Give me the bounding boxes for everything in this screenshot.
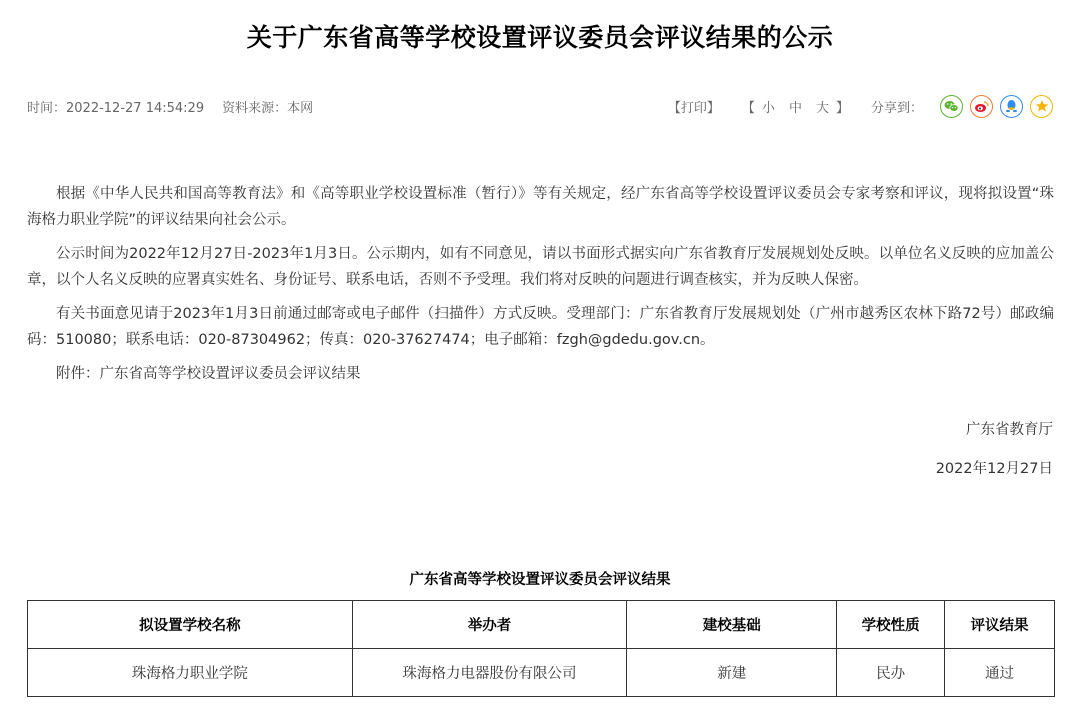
column-header-result: 评议结果 (945, 601, 1055, 649)
font-small-link[interactable]: 小 (761, 100, 775, 116)
qzone-icon[interactable] (1030, 95, 1053, 118)
article-body (27, 181, 1054, 395)
qq-icon[interactable] (1000, 95, 1023, 118)
paragraph: 根据《中华人民共和国高等教育法》和《高等职业学校设置标准（暂行）》等有关规定，经广东省高等学校设置评议委员会专家考察和评议，现将拟设置“珠海格力职业学院”的评议结果向社会公示。 (27, 186, 1054, 228)
source-label: 资料来源： (222, 101, 288, 116)
cell-sponsor: 珠海格力电器股份有限公司 (352, 649, 627, 697)
time-label: 时间： (27, 101, 67, 116)
cell-result: 通过 (945, 649, 1055, 697)
attachment-note: 附件：广东省高等学校设置评议委员会评议结果 (56, 366, 361, 382)
publish-time: 2022-12-27 14:54:29 (66, 101, 205, 116)
article-meta (27, 97, 313, 116)
result-table (27, 600, 1055, 697)
paragraph: 公示时间为2022年12月27日-2023年1月3日。公示期内，如有不同意见，请以书面形式据实向广东省教育厅发展规划处反映。以单位名义反映的应加盖公章，以个人名义反映的应署真实姓名、身份证号、联系电话，否则不予受理。我们将对反映的问题进行调查核实，并为反映人保密。 (27, 246, 1054, 288)
table-header-row (28, 601, 1055, 649)
source-value: 本网 (287, 101, 314, 116)
column-header-foundation: 建校基础 (627, 601, 837, 649)
font-bracket-close: 】 (835, 100, 849, 116)
font-medium-link[interactable]: 中 (788, 100, 802, 116)
share-label: 分享到： (870, 100, 923, 116)
paragraph: 有关书面意见请于2023年1月3日前通过邮寄或电子邮件（扫描件）方式反映。受理部门：广东省教育厅发展规划处（广州市越秀区农林下路72号）邮政编码：510080；联系电话：020-87304962；传真：020-37627474；电子邮箱：fzgh@gdedu.gov.cn。 (27, 306, 1054, 348)
wechat-icon[interactable] (940, 95, 963, 118)
signature-org: 广东省教育厅 (966, 422, 1053, 438)
column-header-nature: 学校性质 (837, 601, 945, 649)
column-header-school-name: 拟设置学校名称 (28, 601, 353, 649)
font-bracket-open: 【 (741, 100, 755, 116)
column-header-sponsor: 举办者 (352, 601, 627, 649)
page-title: 关于广东省高等学校设置评议委员会评议结果的公示 (246, 23, 834, 52)
attachment-table-title: 广东省高等学校设置评议委员会评议结果 (409, 572, 671, 588)
article-tools (668, 92, 1053, 120)
cell-school-name: 珠海格力职业学院 (28, 649, 353, 697)
print-link[interactable]: 【打印】 (667, 100, 720, 116)
table-row (28, 649, 1055, 697)
font-large-link[interactable]: 大 (815, 100, 829, 116)
signature-date: 2022年12月27日 (935, 461, 1053, 477)
cell-foundation: 新建 (627, 649, 837, 697)
cell-nature: 民办 (837, 649, 945, 697)
weibo-icon[interactable] (970, 95, 993, 118)
font-size-switcher (742, 97, 849, 116)
